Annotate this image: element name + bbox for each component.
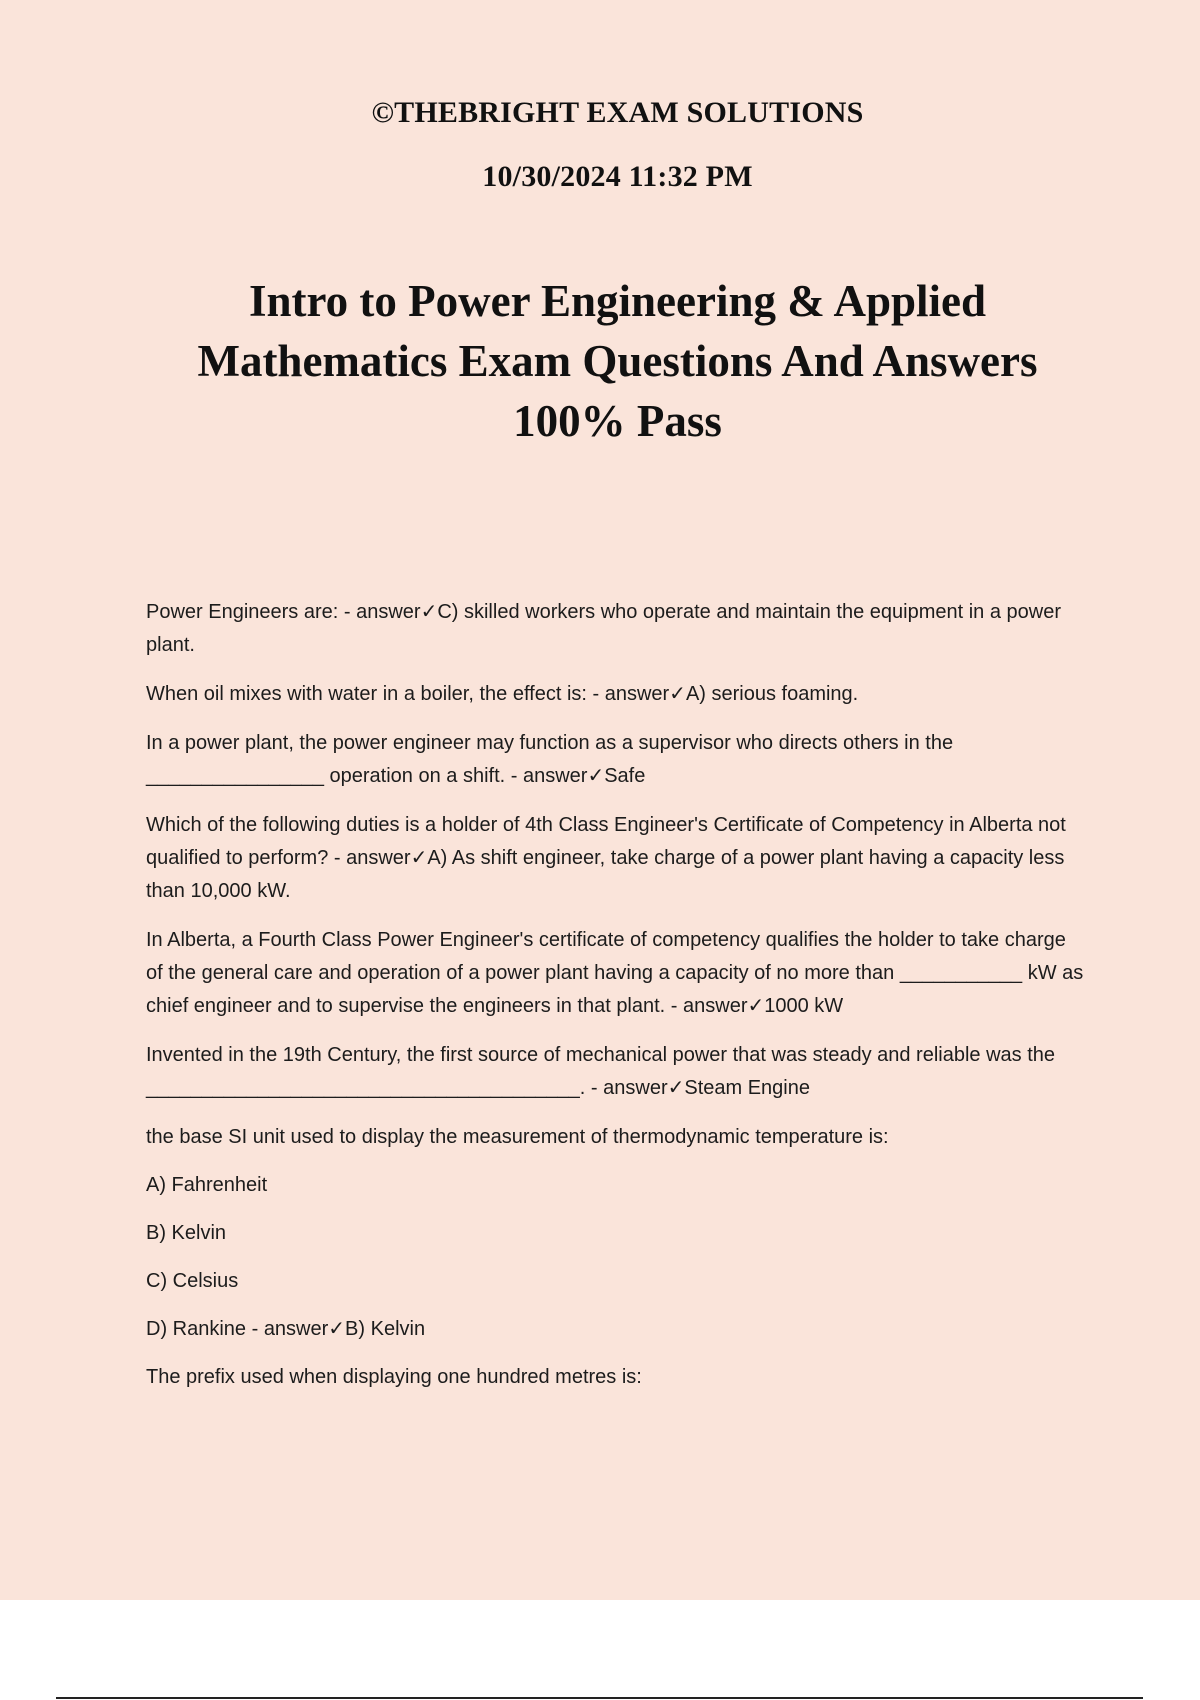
title-line-1: Intro to Power Engineering & Applied <box>248 276 987 326</box>
qa-item-3: In a power plant, the power engineer may function as a supervisor who directs others in the ________________ operation on a shift. - answer✓Safe <box>146 732 954 787</box>
option-c: C) Celsius <box>146 1270 239 1292</box>
qa-item-final: The prefix used when displaying one hundred metres is: <box>146 1366 642 1388</box>
qa-item-7: the base SI unit used to display the measurement of thermodynamic temperature is: <box>146 1126 889 1148</box>
header-datetime: 10/30/2024 11:32 PM <box>482 160 753 193</box>
qa-item-2: When oil mixes with water in a boiler, the effect is: - answer✓A) serious foaming. <box>146 683 859 705</box>
qa-content <box>146 596 1086 1410</box>
option-d: D) Rankine - answer✓B) Kelvin <box>146 1318 426 1340</box>
qa-item-1: Power Engineers are: - answer✓C) skilled workers who operate and maintain the equipment in a power plant. <box>146 601 1061 656</box>
document-title <box>120 271 1115 451</box>
qa-item-5: In Alberta, a Fourth Class Power Engineer's certificate of competency qualifies the holder to take charge of the general care and operation of a power plant having a capacity of no more than ___________ kW as chief engineer and to supervise the engineers in that plant. - answer✓1000 kW <box>146 929 1084 1017</box>
header-brand: ©THEBRIGHT EXAM SOLUTIONS <box>371 96 864 129</box>
title-line-2: Mathematics Exam Questions And Answers <box>197 336 1038 386</box>
footer-divider <box>56 1697 1143 1699</box>
option-b: B) Kelvin <box>146 1222 227 1244</box>
title-line-3: 100% Pass <box>513 396 722 446</box>
qa-item-4: Which of the following duties is a holder of 4th Class Engineer's Certificate of Competency in Alberta not qualified to perform? - answer✓A) As shift engineer, take charge of a power plant having a capacity less than 10,000 kW. <box>146 814 1066 902</box>
option-a: A) Fahrenheit <box>146 1174 268 1196</box>
qa-item-6: Invented in the 19th Century, the first source of mechanical power that was steady and reliable was the _______________________________________. - answer✓Steam Engine <box>146 1044 1056 1099</box>
